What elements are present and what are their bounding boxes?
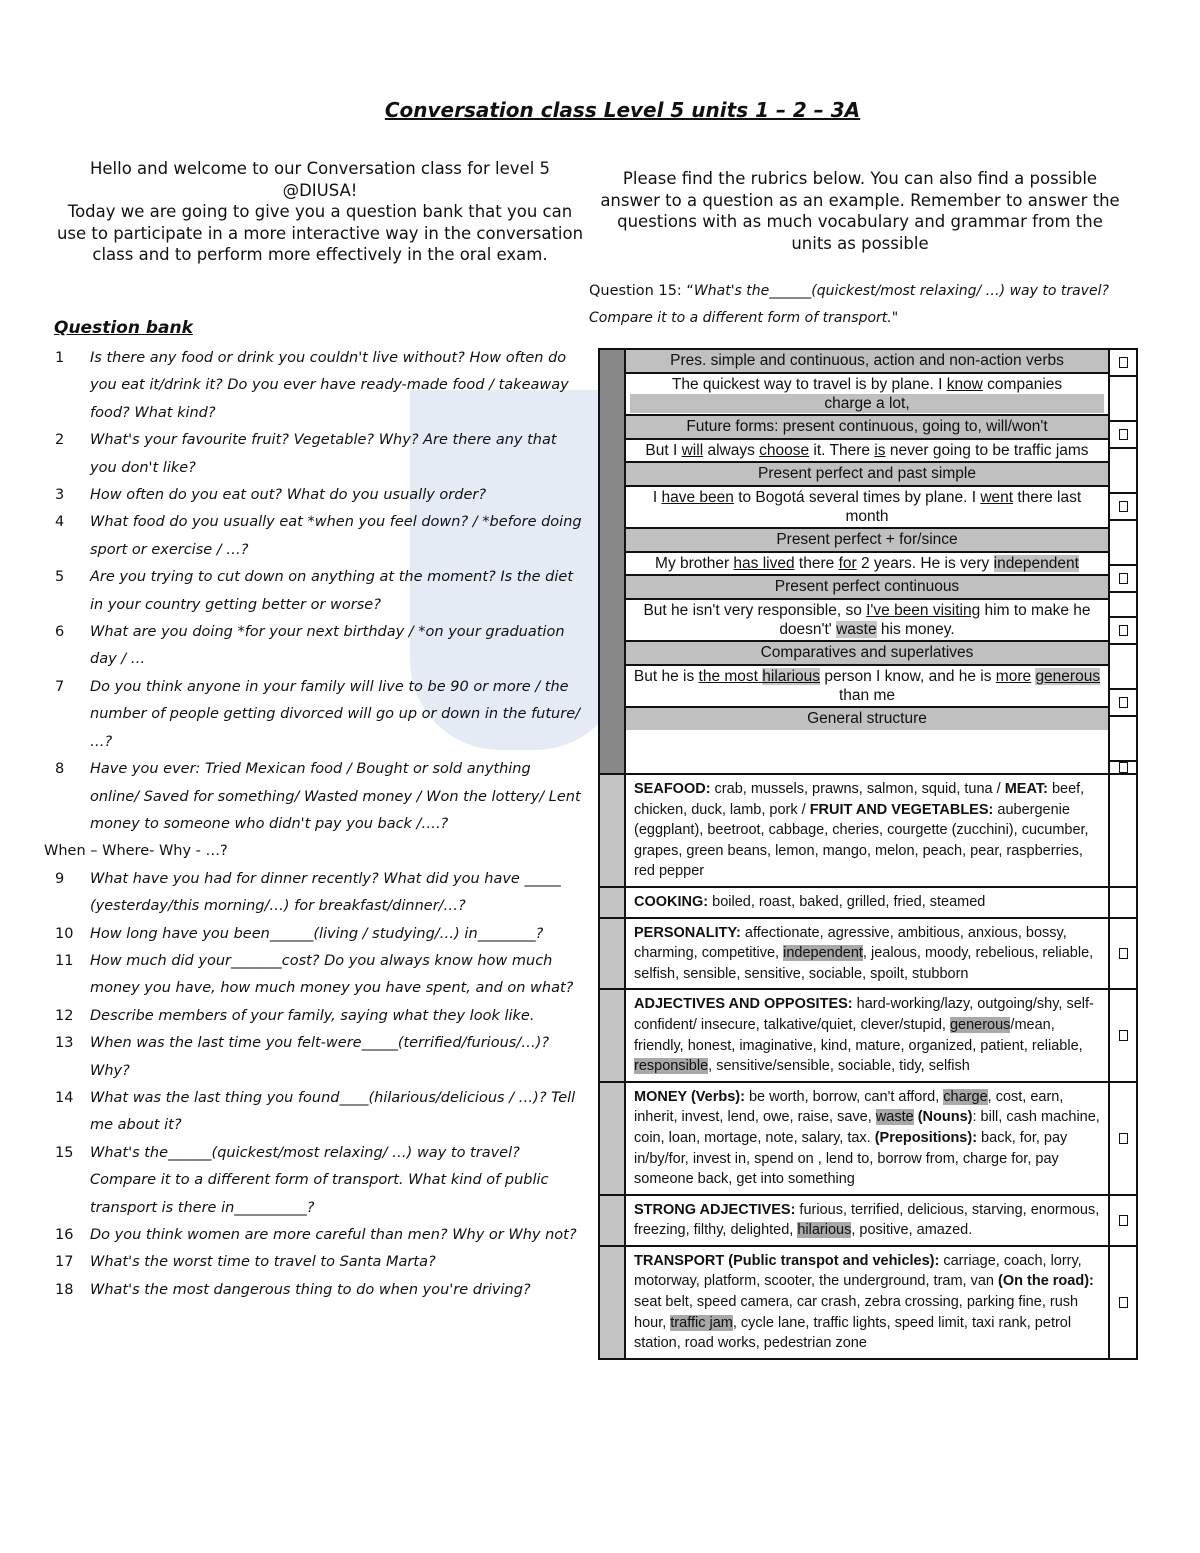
question-item — [44, 564, 584, 619]
rubric-header: General structure — [626, 708, 1108, 730]
question-number: 14 — [55, 1089, 74, 1106]
question-item — [44, 948, 584, 1003]
rubric-example: But he is the most hilarious person I know, and he is more generous than me — [626, 666, 1108, 708]
question-text: How often do you eat out? What do you usually order? — [90, 487, 487, 504]
question-number: 9 — [55, 870, 65, 887]
question-item — [44, 345, 584, 427]
question-item — [44, 482, 584, 509]
question-number: 8 — [55, 761, 65, 778]
question-text: Are you trying to cut down on anything at the moment? Is the diet in your country getting better or worse? — [90, 569, 574, 613]
rubric-bar — [600, 350, 626, 773]
question-item — [44, 756, 584, 838]
checkbox-icon[interactable] — [1119, 1030, 1128, 1041]
question-item — [44, 1277, 584, 1304]
vocab-row-food: SEAFOOD: crab, mussels, prawns, salmon, squid, tuna / MEAT: beef, chicken, duck, lamb, pork / FRUIT AND VEGETABLES: aubergenie (eggplant), beetroot, cabbage, cheries, courgette (zucchini), cucumber, grapes, green beans, lemon, mango, melon, peach, pear, raspberries, red pepper — [600, 775, 1136, 888]
page-title: Conversation class Level 5 units 1 – 2 – 3A — [384, 98, 861, 122]
question-item — [44, 509, 584, 564]
checkbox-icon[interactable] — [1119, 357, 1128, 368]
vocab-row-transport: TRANSPORT (Public transpot and vehicles): carriage, coach, lorry, motorway, platform, scooter, the underground, tram, van (On the road): seat belt, speed camera, car crash, zebra crossing, parking fine, rush hour, traffic jam, cycle lane, traffic lights, speed limit, taxi rank, petrol station, road works, pedestrian zone — [600, 1247, 1136, 1358]
rubric-header: Present perfect continuous — [626, 576, 1108, 600]
question-text: What's the______(quickest/most relaxing/ …) way to travel? Compare it to a different form of transport. What kind of public transport is there in__________? — [90, 1144, 549, 1216]
question-item — [44, 921, 584, 948]
checkbox-icon[interactable] — [1119, 501, 1128, 512]
vocab-row-adjectives: ADJECTIVES AND OPPOSITES: hard-working/lazy, outgoing/shy, self-confident/ insecure, talkative/quiet, clever/stupid, generous/mean, friendly, honest, imaginative, kind, mature, organized, patient, reliable, responsible, sensitive/sensible, sociable, tidy, selfish — [600, 990, 1136, 1082]
question-text: What was the last thing you found____(hilarious/delicious / …)? Tell me about it? — [90, 1089, 576, 1134]
rubric-header: Future forms: present continuous, going to, will/won't — [626, 416, 1108, 440]
question-item — [44, 1140, 584, 1222]
question-number: 11 — [55, 952, 74, 969]
rubric-table — [598, 348, 1138, 1360]
checkbox-column — [1108, 350, 1136, 773]
question-text: How much did your_______cost? Do you always know how much money you have, how much money you have spent, and on what? — [90, 952, 574, 997]
question-item — [44, 1003, 584, 1030]
question-text: Is there any food or drink you couldn't live without? How often do you eat it/drink it? Do you ever have ready-made food / takeaway food? What kind? — [90, 350, 569, 421]
intro-text: Hello and welcome to our Conversation class for level 5 @DIUSA! Today we are going to give you a question bank that you can use to participate in a more interactive way in the conversation class and to perform more effectively in the oral exam. — [56, 159, 584, 264]
checkbox-icon[interactable] — [1119, 697, 1128, 708]
rubric-header: Comparatives and superlatives — [626, 642, 1108, 666]
question-number: 17 — [55, 1254, 74, 1271]
rubric-example: I have been to Bogotá several times by plane. I went there last month — [626, 487, 1108, 529]
grammar-section — [600, 350, 1136, 775]
question-number: 15 — [55, 1144, 74, 1161]
checkbox-icon[interactable] — [1119, 1297, 1128, 1308]
checkbox-icon[interactable] — [1119, 625, 1128, 636]
question-number: 18 — [55, 1281, 74, 1298]
vocab-row-personality: PERSONALITY: affectionate, agressive, ambitious, anxious, bossy, charming, competitive, independent, jealous, moody, rebelious, reliable, selfish, sensible, sensitive, sociable, spoilt, stubborn — [600, 919, 1136, 991]
question-item — [44, 1085, 584, 1140]
question-number: 4 — [55, 514, 65, 531]
rubric-example: My brother has lived there for 2 years. He is very independent — [626, 553, 1108, 576]
question-number: 12 — [55, 1007, 74, 1024]
question-number: 10 — [55, 925, 74, 942]
rubric-example: But he isn't very responsible, so I've been visiting him to make he doesn't' waste his money. — [626, 600, 1108, 642]
question-text: How long have you been______(living / studying/…) in________? — [90, 925, 544, 942]
checkbox-icon[interactable] — [1119, 948, 1128, 959]
checkbox-icon[interactable] — [1119, 429, 1128, 440]
vocab-row-money: MONEY (Verbs): be worth, borrow, can't afford, charge, cost, earn, inherit, invest, lend, owe, raise, save, waste (Nouns): bill, cash machine, coin, loan, mortage, note, salary, tax. (Prepositions): back, for, pay in/by/for, invest in, spend on , lend to, borrow from, charge for, pay someone back, get into something — [600, 1083, 1136, 1196]
rubric-header: Present perfect and past simple — [626, 463, 1108, 487]
question-text: What's your favourite fruit? Vegetable? Why? Are there any that you don't like? — [90, 432, 557, 476]
question-number: 13 — [55, 1035, 74, 1052]
question-text: What are you doing *for your next birthday / *on your graduation day / … — [90, 624, 565, 668]
rubrics-intro: Please find the rubrics below. You can also find a possible answer to a question as an example. Remember to answer the questions with as much vocabulary and grammar from the units as possible — [600, 169, 1120, 253]
question-bank-title: Question bank — [54, 318, 193, 338]
question-15-prompt: Question 15: “What's the______(quickest/most relaxing/ …) way to travel? Compare it to a different form of transport." — [589, 283, 1109, 326]
rubric-example: But I will always choose it. There is never going to be traffic jams — [626, 440, 1108, 463]
rubric-header: Pres. simple and continuous, action and non-action verbs — [626, 350, 1108, 374]
question-text: Have you ever: Tried Mexican food / Bought or sold anything online/ Saved for something/ Wasted money / Won the lottery/ Lent money to someone who didn't pay you back /….? — [90, 761, 581, 832]
question-item — [44, 1249, 584, 1276]
question-number: 2 — [55, 432, 65, 449]
question-number: 6 — [55, 624, 65, 641]
checkbox-icon[interactable] — [1119, 1215, 1128, 1226]
checkbox-icon[interactable] — [1119, 762, 1128, 773]
question-list — [44, 345, 584, 1304]
question-item — [44, 1030, 584, 1085]
question-text: When was the last time you felt-were_____(terrified/furious/…)? Why? — [90, 1035, 550, 1079]
question-text: What's the most dangerous thing to do when you're driving? — [90, 1281, 531, 1298]
question-number: 16 — [55, 1227, 74, 1243]
question-text: What have you had for dinner recently? What did you have _____ (yesterday/this morning/…) for breakfast/dinner/…? — [90, 870, 561, 915]
checkbox-icon[interactable] — [1119, 1133, 1128, 1144]
question-text: What food do you usually eat *when you feel down? / *before doing sport or exercise / …? — [90, 514, 582, 558]
vocab-row-strong-adjectives: STRONG ADJECTIVES: furious, terrified, delicious, starving, enormous, freezing, filthy, delighted, hilarious, positive, amazed. — [600, 1196, 1136, 1247]
question-text: Describe members of your family, saying what they look like. — [90, 1007, 535, 1024]
question-text: Do you think women are more careful than men? Why or Why not? — [90, 1227, 577, 1243]
follow-up-prompt: When – Where- Why - …? — [44, 843, 228, 860]
rubric-example: The quickest way to travel is by plane. I know companies charge a lot, — [626, 374, 1108, 416]
question-number: 7 — [55, 678, 65, 695]
question-item — [44, 619, 584, 674]
question-number: 1 — [55, 350, 65, 366]
vocab-row-cooking: COOKING: boiled, roast, baked, grilled, fried, steamed — [600, 888, 1136, 919]
question-item — [44, 427, 584, 482]
question-text: What's the worst time to travel to Santa Marta? — [90, 1254, 436, 1271]
checkbox-icon[interactable] — [1119, 573, 1128, 584]
rubric-header: Present perfect + for/since — [626, 529, 1108, 553]
question-number: 3 — [55, 487, 65, 504]
question-text: Do you think anyone in your family will live to be 90 or more / the number of people getting divorced will go up or down in the future/ …? — [90, 678, 581, 750]
question-item — [44, 866, 584, 921]
question-number: 5 — [55, 569, 65, 586]
question-item — [44, 674, 584, 756]
question-item — [44, 1222, 584, 1249]
